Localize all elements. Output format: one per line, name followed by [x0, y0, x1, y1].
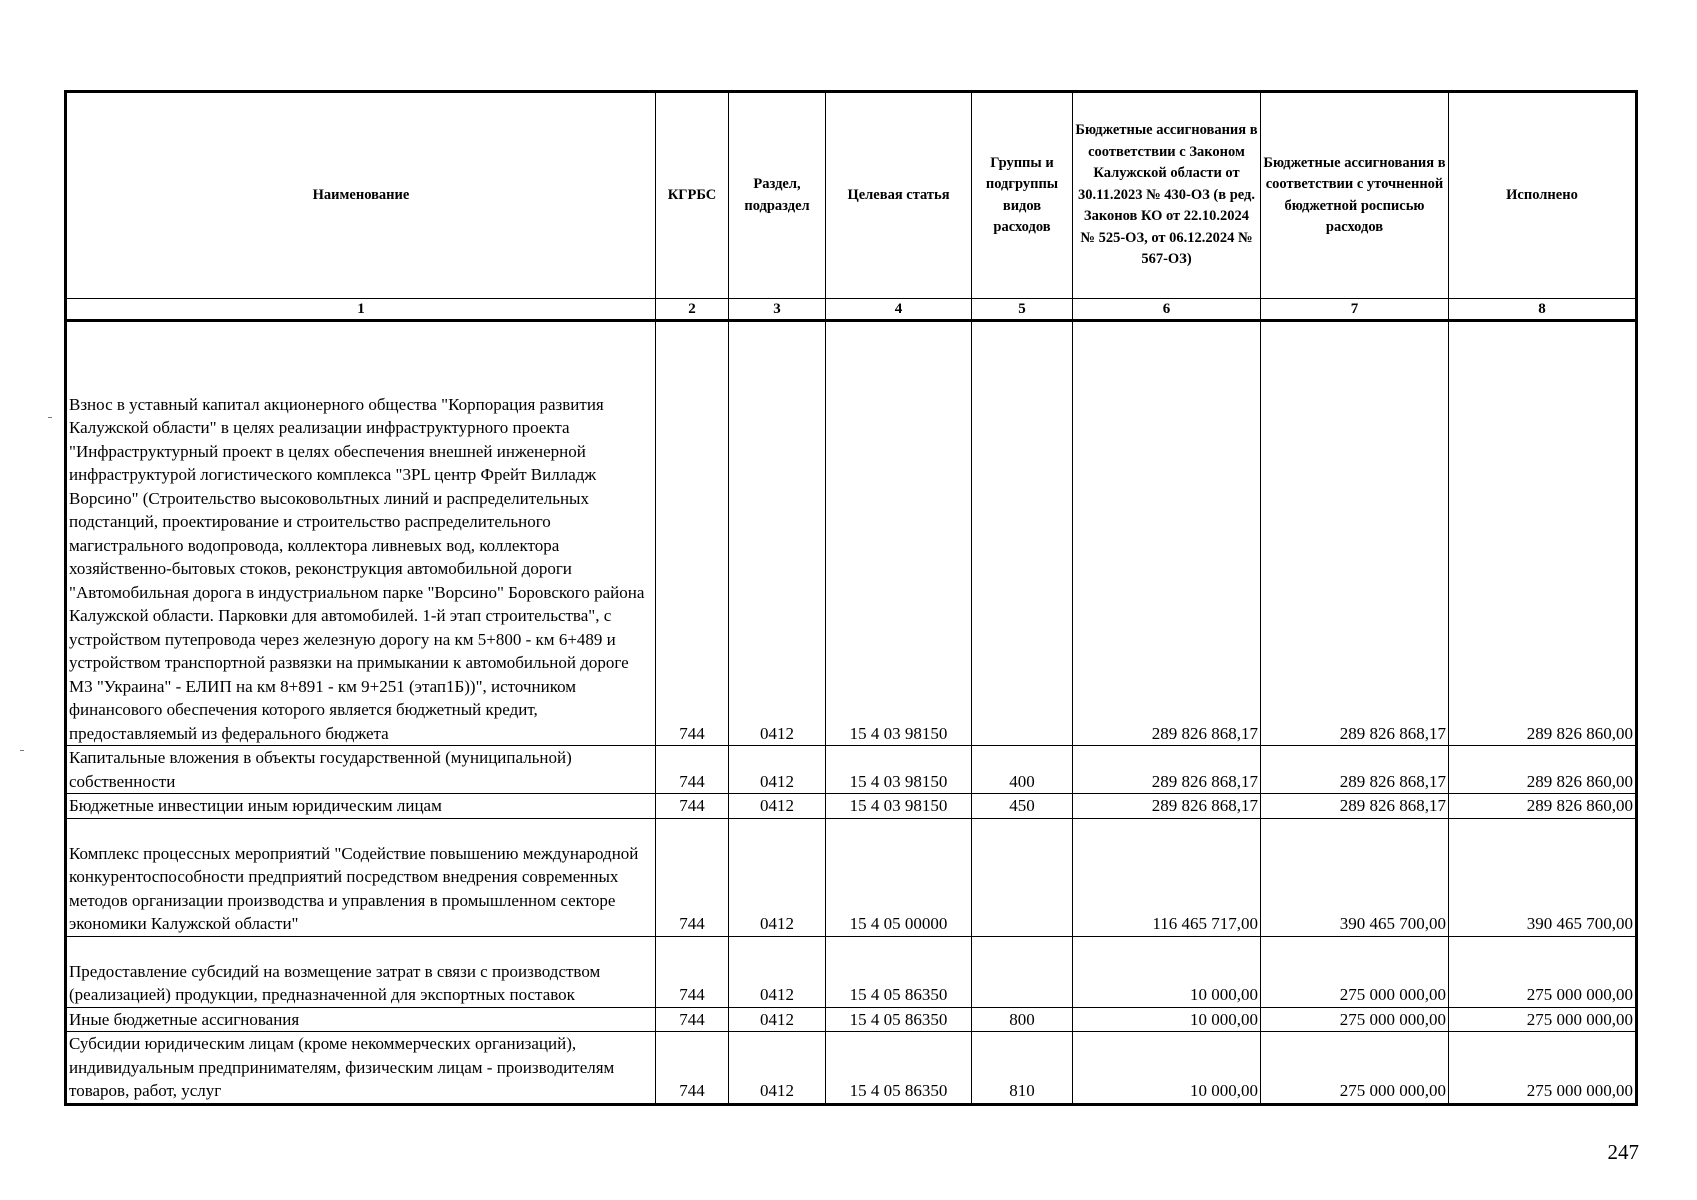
row-razdel: 0412: [729, 794, 826, 819]
row-law-amount: 289 826 868,17: [1073, 321, 1261, 746]
row-name: Субсидии юридическим лицам (кроме некоммерческих организаций), индивидуальным предпринимателям, физическим лицам - производителям товаров, работ, услуг: [66, 1032, 656, 1105]
table-row: [66, 1007, 1637, 1032]
row-ispolneno-amount: 390 465 700,00: [1449, 818, 1637, 936]
table-row: [66, 321, 1637, 746]
row-law-amount: 10 000,00: [1073, 936, 1261, 1007]
column-number: 3: [729, 299, 826, 321]
row-law-amount: 289 826 868,17: [1073, 746, 1261, 794]
header-celevaya: Целевая статья: [826, 92, 972, 299]
row-vid: [972, 818, 1073, 936]
row-celevaya: 15 4 05 86350: [826, 936, 972, 1007]
budget-table: [64, 90, 1638, 1106]
row-rospis-amount: 390 465 700,00: [1261, 818, 1449, 936]
row-law-amount: 289 826 868,17: [1073, 794, 1261, 819]
row-rospis-amount: 275 000 000,00: [1261, 1032, 1449, 1105]
row-vid: 800: [972, 1007, 1073, 1032]
row-ispolneno-amount: 275 000 000,00: [1449, 1007, 1637, 1032]
column-number: 2: [656, 299, 729, 321]
row-law-amount: 10 000,00: [1073, 1032, 1261, 1105]
row-vid: 400: [972, 746, 1073, 794]
row-razdel: 0412: [729, 1032, 826, 1105]
row-vid: 810: [972, 1032, 1073, 1105]
table-row: [66, 936, 1637, 1007]
table-row: [66, 1032, 1637, 1105]
row-vid: [972, 936, 1073, 1007]
row-name: Предоставление субсидий на возмещение затрат в связи с производством (реализацией) продукции, предназначенной для экспортных поставок: [66, 936, 656, 1007]
header-rospis: Бюджетные ассигнования в соответствии с уточненной бюджетной росписью расходов: [1261, 92, 1449, 299]
header-name: Наименование: [66, 92, 656, 299]
row-celevaya: 15 4 05 86350: [826, 1032, 972, 1105]
row-kgrbs: 744: [656, 746, 729, 794]
row-rospis-amount: 275 000 000,00: [1261, 936, 1449, 1007]
row-rospis-amount: 289 826 868,17: [1261, 321, 1449, 746]
table-row: [66, 818, 1637, 936]
row-rospis-amount: 275 000 000,00: [1261, 1007, 1449, 1032]
row-name: Комплекс процессных мероприятий "Содействие повышению международной конкурентоспособности предприятий посредством внедрения современных методов организации производства и управления в промышленном секторе экономики Калужской области": [66, 818, 656, 936]
row-razdel: 0412: [729, 818, 826, 936]
row-celevaya: 15 4 03 98150: [826, 794, 972, 819]
header-kgrbs: КГРБС: [656, 92, 729, 299]
row-celevaya: 15 4 05 00000: [826, 818, 972, 936]
row-razdel: 0412: [729, 321, 826, 746]
row-name: Бюджетные инвестиции иным юридическим лицам: [66, 794, 656, 819]
row-celevaya: 15 4 03 98150: [826, 746, 972, 794]
scan-artifact: [20, 750, 24, 751]
header-vid: Группы и подгруппы видов расходов: [972, 92, 1073, 299]
row-kgrbs: 744: [656, 794, 729, 819]
row-vid: [972, 321, 1073, 746]
row-celevaya: 15 4 03 98150: [826, 321, 972, 746]
row-ispolneno-amount: 289 826 860,00: [1449, 794, 1637, 819]
header-row: [66, 92, 1637, 299]
row-kgrbs: 744: [656, 321, 729, 746]
header-law: Бюджетные ассигнования в соответствии с Законом Калужской области от 30.11.2023 № 430-ОЗ (в ред. Законов КО от 22.10.2024 № 525-ОЗ, от 06.12.2024 № 567-ОЗ): [1073, 92, 1261, 299]
row-kgrbs: 744: [656, 1032, 729, 1105]
row-ispolneno-amount: 289 826 860,00: [1449, 321, 1637, 746]
column-number: 5: [972, 299, 1073, 321]
row-law-amount: 10 000,00: [1073, 1007, 1261, 1032]
scan-artifact: [48, 417, 52, 418]
row-razdel: 0412: [729, 936, 826, 1007]
row-kgrbs: 744: [656, 818, 729, 936]
header-razdel: Раздел, подраздел: [729, 92, 826, 299]
row-name: Иные бюджетные ассигнования: [66, 1007, 656, 1032]
row-razdel: 0412: [729, 1007, 826, 1032]
row-rospis-amount: 289 826 868,17: [1261, 746, 1449, 794]
row-ispolneno-amount: 275 000 000,00: [1449, 1032, 1637, 1105]
column-number: 7: [1261, 299, 1449, 321]
row-vid: 450: [972, 794, 1073, 819]
row-rospis-amount: 289 826 868,17: [1261, 794, 1449, 819]
table-row: [66, 794, 1637, 819]
row-name: Капитальные вложения в объекты государственной (муниципальной) собственности: [66, 746, 656, 794]
row-name: Взнос в уставный капитал акционерного общества "Корпорация развития Калужской области" в целях реализации инфраструктурного проекта "Инфраструктурный проект в целях обеспечения внешней инженерной инфраструктурой логистического комплекса "3PL центр Фрейт Вилладж Ворсино" (Строительство высоковольтных линий и распределительных подстанций, проектирование и строительство распределительного магистрального водопровода, коллектора ливневых вод, коллектора хозяйственно-бытовых стоков, реконструкция автомобильной дороги "Автомобильная дорога в индустриальном парке "Ворсино" Боровского района Калужской области. Парковки для автомобилей. 1-й этап строительства", с устройством путепровода через железную дорогу на км 5+800 - км 6+489 и устройством транспортной развязки на примыкании к автомобильной дороге М3 "Украина" - ЕЛИП на км 8+891 - км 9+251 (этап1Б))", источником финансового обеспечения которого является бюджетный кредит, предоставляемый из федерального бюджета: [66, 321, 656, 746]
column-number: 6: [1073, 299, 1261, 321]
header-ispolneno: Исполнено: [1449, 92, 1637, 299]
page-number: 247: [1607, 1140, 1639, 1164]
row-ispolneno-amount: 289 826 860,00: [1449, 746, 1637, 794]
row-law-amount: 116 465 717,00: [1073, 818, 1261, 936]
row-razdel: 0412: [729, 746, 826, 794]
row-kgrbs: 744: [656, 1007, 729, 1032]
row-kgrbs: 744: [656, 936, 729, 1007]
row-celevaya: 15 4 05 86350: [826, 1007, 972, 1032]
row-ispolneno-amount: 275 000 000,00: [1449, 936, 1637, 1007]
column-number-row: [66, 299, 1637, 321]
column-number: 8: [1449, 299, 1637, 321]
column-number: 1: [66, 299, 656, 321]
column-number: 4: [826, 299, 972, 321]
table-row: [66, 746, 1637, 794]
